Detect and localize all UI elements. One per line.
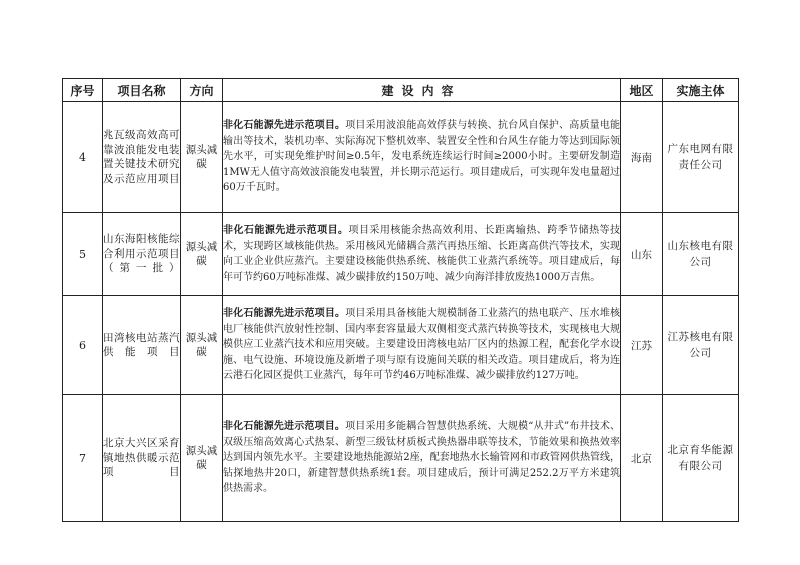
- project-implementer: 北京育华能源有限公司: [663, 395, 739, 522]
- row-number: 6: [63, 296, 103, 395]
- project-name: 田湾核电站蒸汽供能项目: [103, 296, 181, 395]
- row-number: 4: [63, 102, 103, 213]
- header-content: 建设内容: [223, 79, 621, 102]
- projects-table: [62, 78, 739, 522]
- content-body: 项目采用核能余热高效利用、长距离输热、跨季节储热等技术，实现跨区域核能供热。采用核风光储耦合蒸汽再热压缩、长距离高供汽等技术，实现向工业企业供应蒸汽。主要建设核能供热系统、核能供工业蒸汽系统等。项目建成后，每年可节约60万吨标准煤、减少碳排放约150万吨、减少向海洋排放废热1000万吉焦。: [223, 225, 621, 283]
- project-direction: 源头减碳: [181, 213, 223, 296]
- table-row: [63, 102, 739, 213]
- header-implementer: 实施主体: [663, 79, 739, 102]
- project-name: 北京大兴区采育镇地热供暖示范项目: [103, 395, 181, 522]
- table-row: [63, 395, 739, 522]
- project-direction: 源头减碳: [181, 296, 223, 395]
- table-header-row: [63, 79, 739, 102]
- project-content: [223, 102, 621, 213]
- header-name: 项目名称: [103, 79, 181, 102]
- row-number: 5: [63, 213, 103, 296]
- table-row: [63, 296, 739, 395]
- project-implementer: 广东电网有限责任公司: [663, 102, 739, 213]
- content-lead: 非化石能源先进示范项目。: [223, 308, 346, 320]
- project-implementer: 江苏核电有限公司: [663, 296, 739, 395]
- project-name: 山东海阳核能综合利用示范项目（第一批）: [103, 213, 181, 296]
- header-direction: 方向: [181, 79, 223, 102]
- header-no: 序号: [63, 79, 103, 102]
- content-body: 项目采用波浪能高效俘获与转换、抗台风自保护、高质量电能输出等技术，装机功率、实际海况下整机效率、装置安全性和台风生存能力等达到国际领先水平，可实现免维护时间≥0.5年，发电系统连续运行时间≥2000小时。主要研发制造1MW无人值守高效波浪能发电装置，并长期示范运行。项目建成后，可实现年发电量超过60万千瓦时。: [223, 120, 621, 194]
- header-region: 地区: [621, 79, 663, 102]
- project-implementer: 山东核电有限公司: [663, 213, 739, 296]
- project-region: 海南: [621, 102, 663, 213]
- project-content: [223, 213, 621, 296]
- project-direction: 源头减碳: [181, 395, 223, 522]
- project-region: 山东: [621, 213, 663, 296]
- project-content: [223, 296, 621, 395]
- project-region: 江苏: [621, 296, 663, 395]
- content-lead: 非化石能源先进示范项目。: [223, 421, 346, 433]
- project-name: 兆瓦级高效高可靠波浪能发电装置关键技术研究及示范应用项目: [103, 102, 181, 213]
- content-lead: 非化石能源先进示范项目。: [223, 225, 349, 236]
- content-body: 项目采用多能耦合智慧供热系统、大规模“从井式”布井技术、双级压缩高效离心式热泵、新型三级钛材质板式换热器串联等技术，节能效果和换热效率达到国内领先水平。主要建设地热能源站2座，配套地热水长输管网和市政管网供热管线，钻探地热井20口，新建智慧供热系统1套。项目建成后，预计可满足252.2万平方米建筑供热需求。: [223, 421, 621, 495]
- row-number: 7: [63, 395, 103, 522]
- project-region: 北京: [621, 395, 663, 522]
- content-lead: 非化石能源先进示范项目。: [223, 120, 346, 132]
- project-direction: 源头减碳: [181, 102, 223, 213]
- table-row: [63, 213, 739, 296]
- project-content: [223, 395, 621, 522]
- content-body: 项目采用具备核能大规模制备工业蒸汽的热电联产、压水堆核电厂核能供汽放射性控制、国内率套容量最大双侧相变式蒸汽转换等技术，实现核电大规模供应工业蒸汽技术和应用突破。主要建设田湾核电站厂区内的热源工程，配套化学水设施、电气设施、环境设施及新增子项与原有设施间关联的相关改造。项目建成后，将为连云港石化园区提供工业蒸汽，每年可节约46万吨标准煤、减少碳排放约127万吨。: [223, 308, 621, 382]
